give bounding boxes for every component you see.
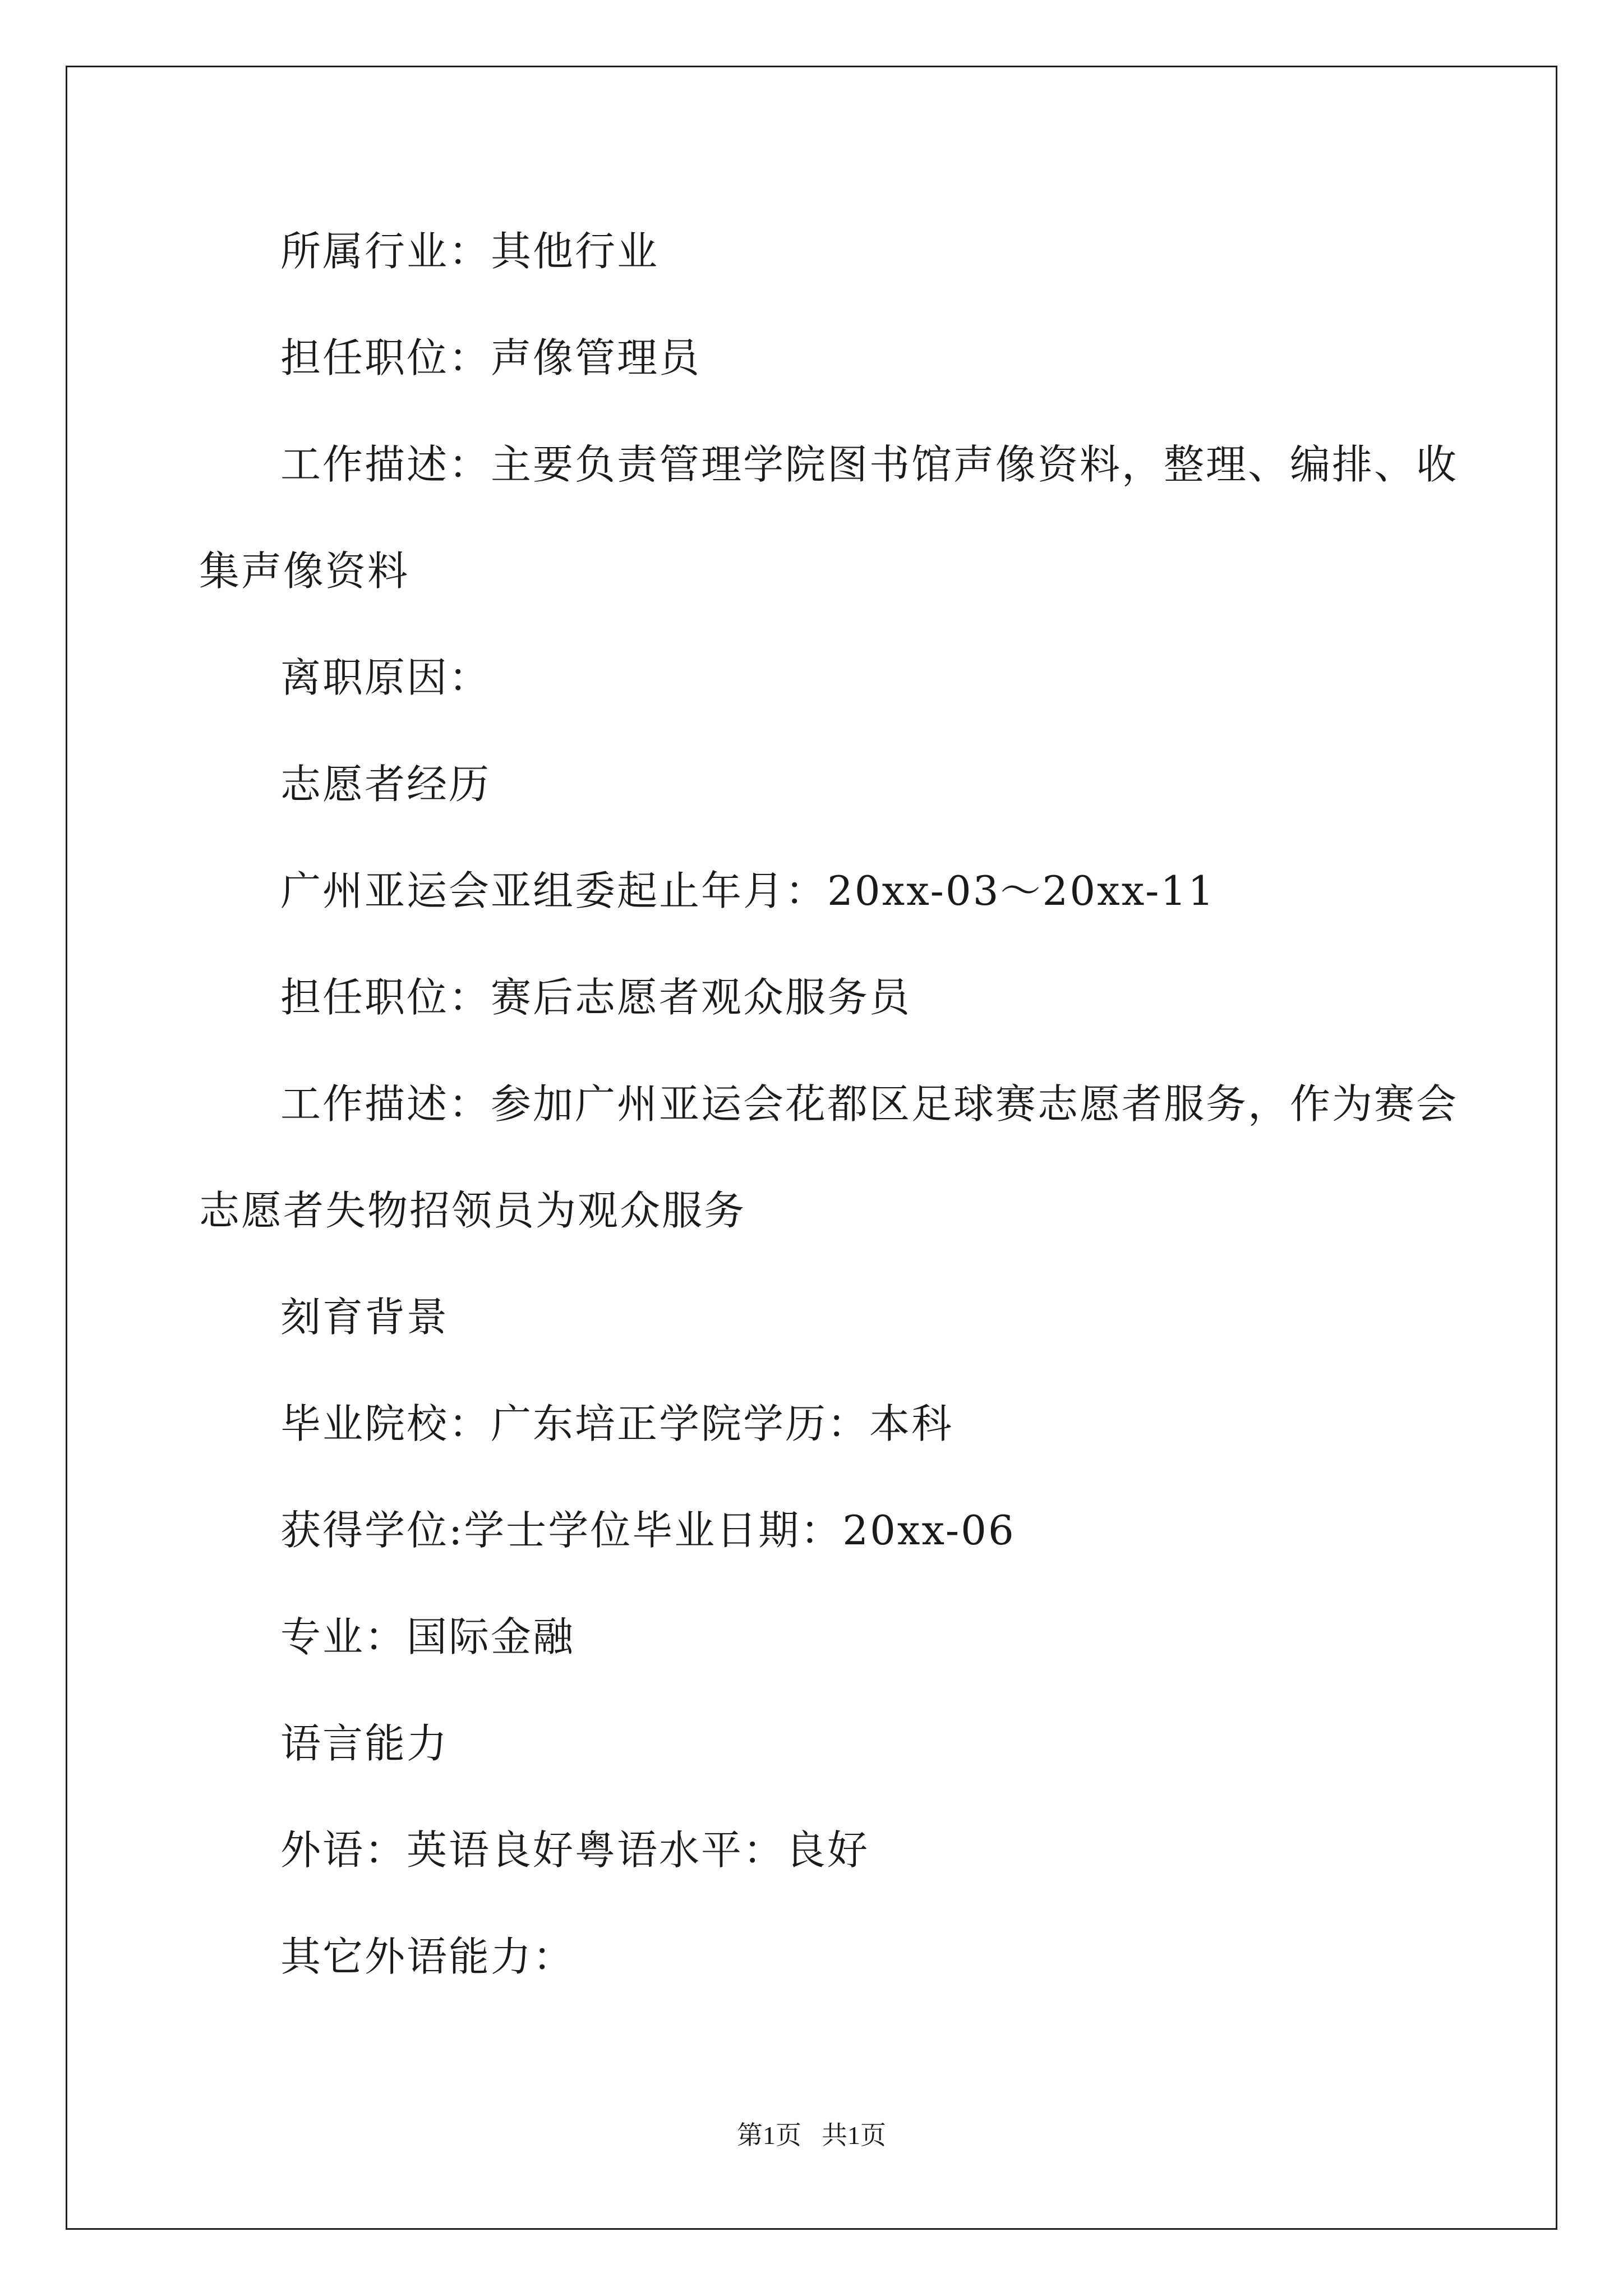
leave-reason-line: 离职原因： xyxy=(280,654,491,701)
page-footer xyxy=(0,2119,1623,2152)
job-description-line: 工作描述：主要负责管理学院图书馆声像资料，整理、编排、收 xyxy=(280,441,1459,488)
volunteer-organization-line: 广州亚运会亚组委起止年月：20xx-03～20xx-11 xyxy=(280,867,1216,914)
volunteer-description-line: 工作描述：参加广州亚运会花都区足球赛志愿者服务，作为赛会 xyxy=(280,1080,1459,1128)
industry-line: 所属行业：其他行业 xyxy=(280,228,660,275)
education-heading: 刻育背景 xyxy=(280,1294,449,1341)
page-border xyxy=(66,66,1557,2230)
other-language-line: 其它外语能力： xyxy=(280,1933,575,1980)
page-total: 共1页 xyxy=(822,2121,886,2150)
page-number: 第1页 xyxy=(737,2121,801,2150)
volunteer-position-line: 担任职位：赛后志愿者观众服务员 xyxy=(280,974,912,1021)
foreign-language-line: 外语：英语良好粤语水平：良好 xyxy=(280,1826,870,1874)
volunteer-description-continuation: 志愿者失物招领员为观众服务 xyxy=(199,1187,746,1234)
volunteer-heading: 志愿者经历 xyxy=(280,761,491,808)
school-line: 毕业院校：广东培正学院学历：本科 xyxy=(280,1400,954,1447)
degree-line: 获得学位:学士学位毕业日期：20xx-06 xyxy=(280,1507,1016,1554)
major-line: 专业：国际金融 xyxy=(280,1613,575,1660)
language-heading: 语言能力 xyxy=(280,1720,449,1767)
position-line: 担任职位：声像管理员 xyxy=(280,334,702,381)
job-description-continuation: 集声像资料 xyxy=(199,547,410,595)
